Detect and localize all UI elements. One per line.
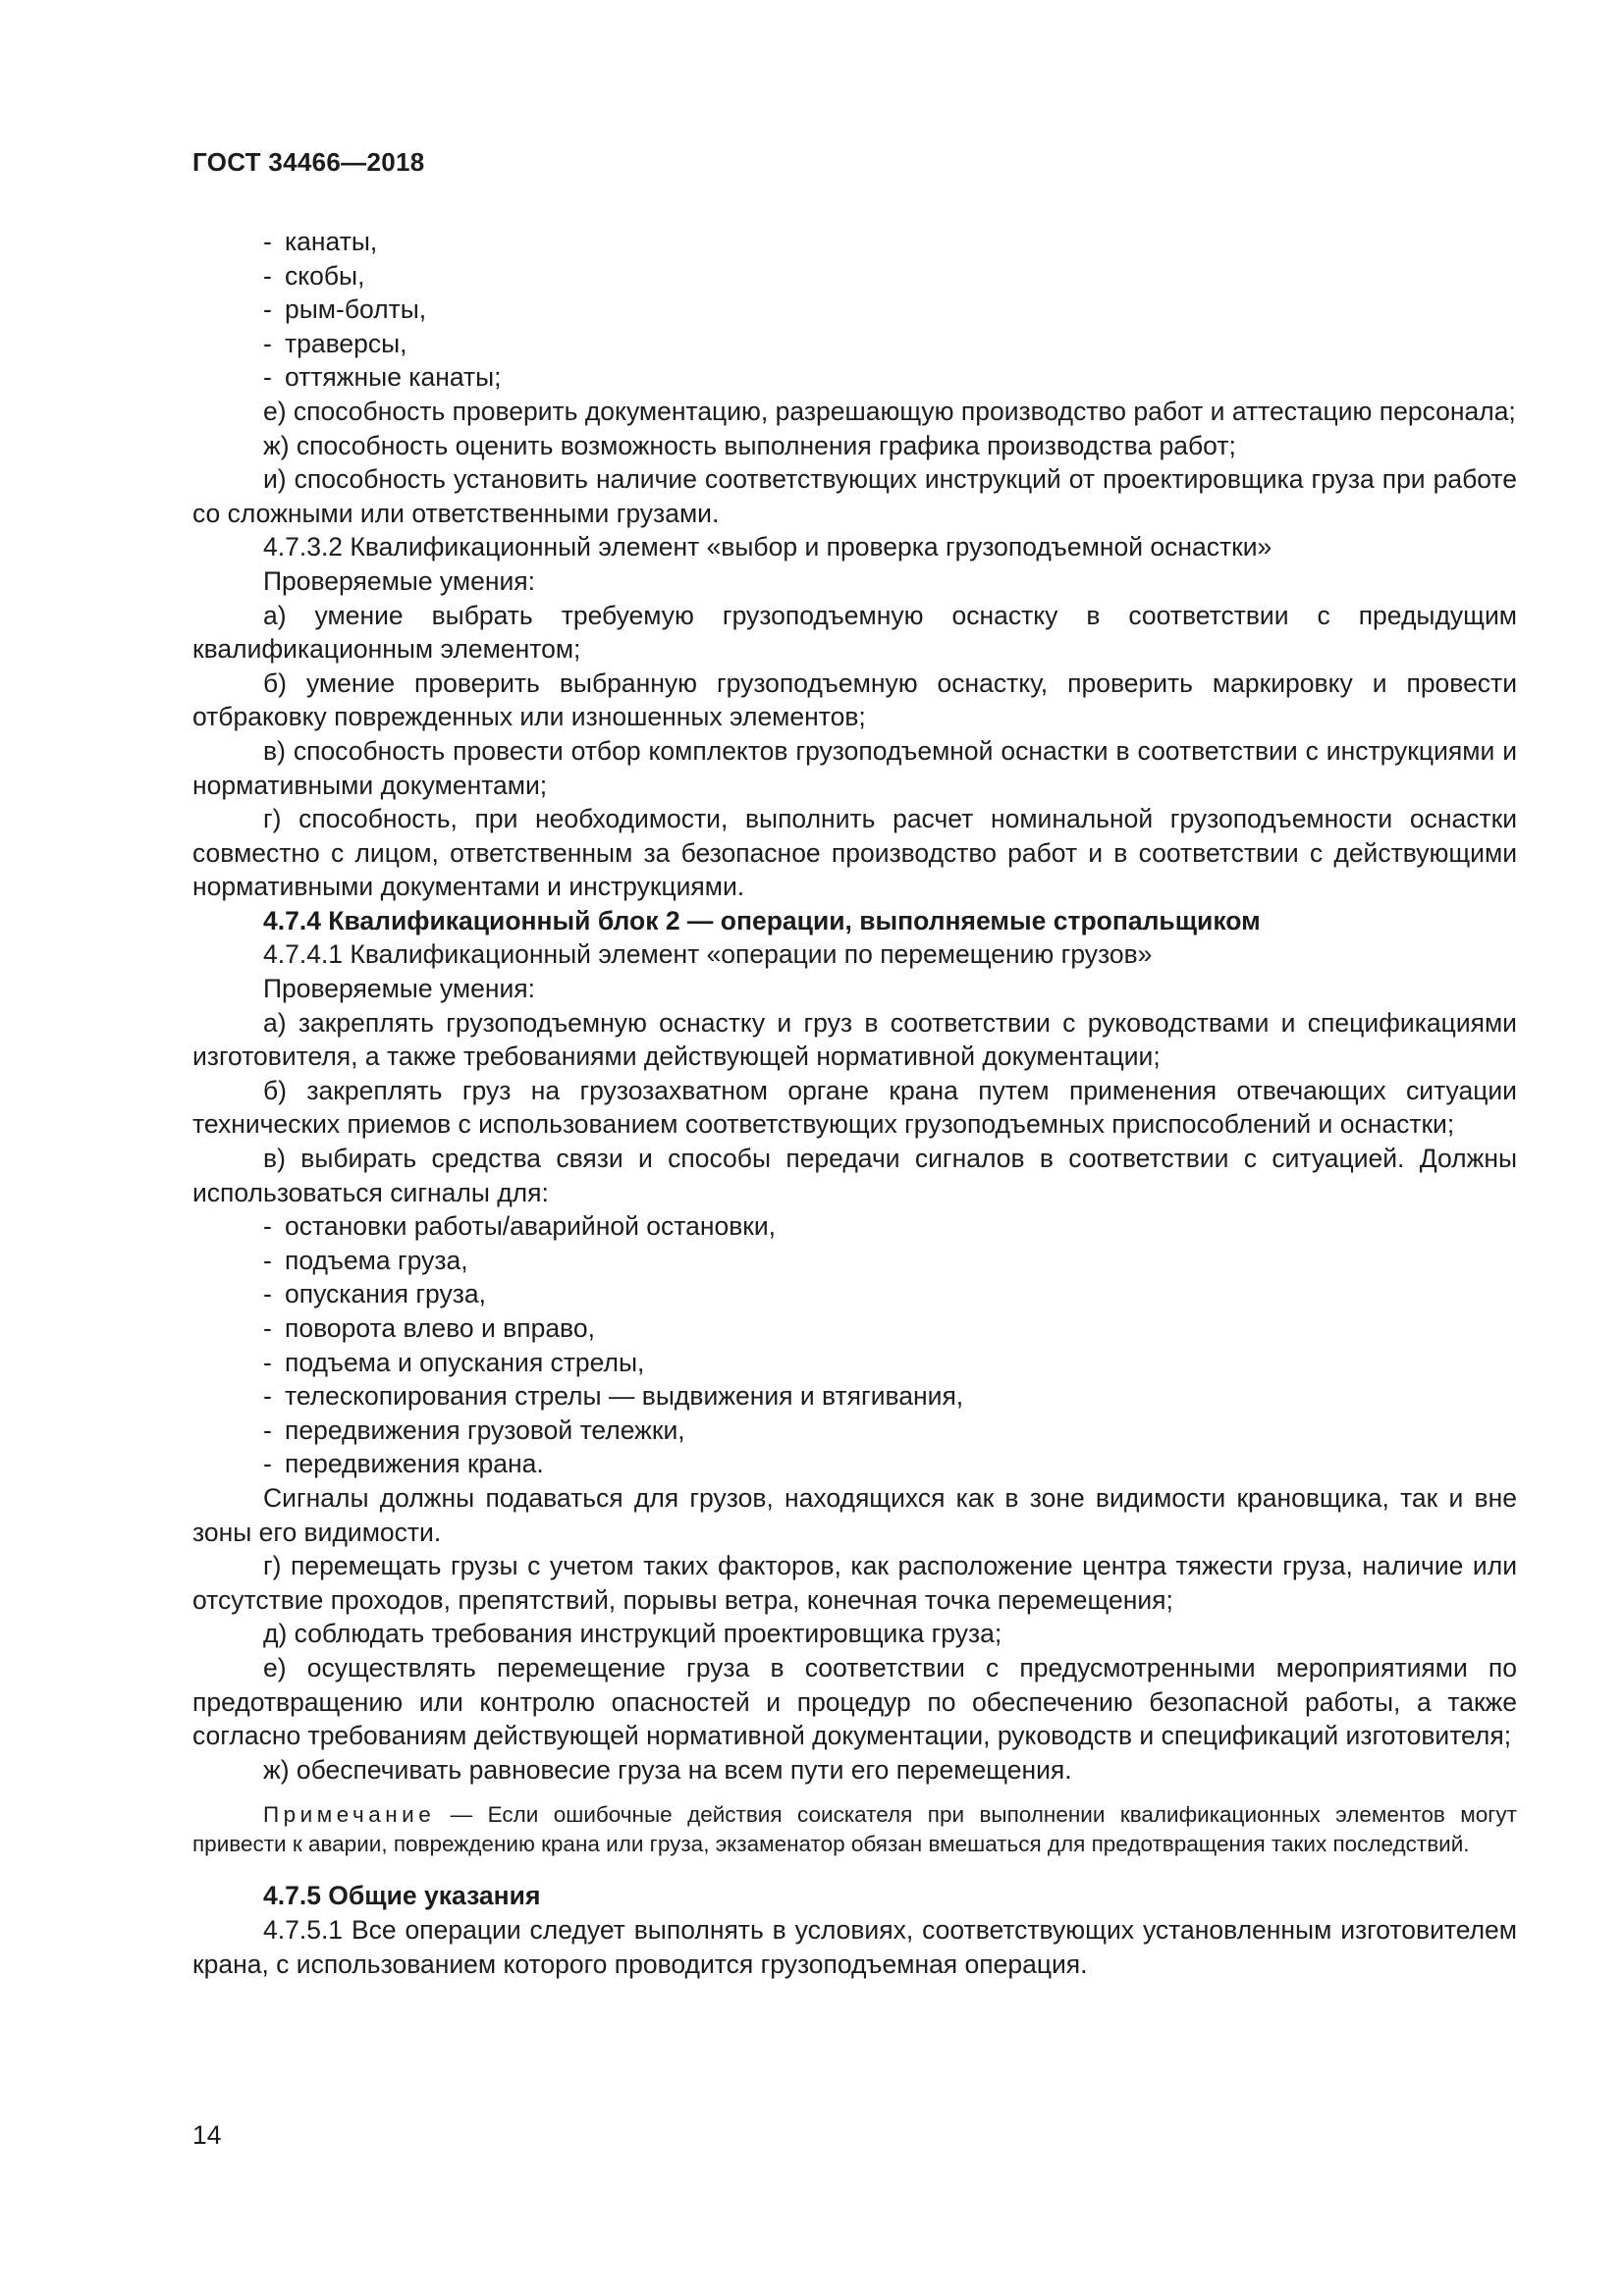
section-heading-4-7-4: 4.7.4 Квалификационный блок 2 — операции, выполняемые стропальщиком (263, 905, 1261, 935)
paragraph-zh: ж) обеспечивать равновесие груза на всем пути его перемещения. (263, 1754, 1072, 1785)
paragraph-zh: ж) способность оценить возможность выполнения графика производства работ; (263, 430, 1236, 460)
clause-4-7-3-2: 4.7.3.2 Квалификационный элемент «выбор и проверка грузоподъемной оснастки» (263, 532, 1272, 562)
section-heading-4-7-5: 4.7.5 Общие указания (263, 1881, 541, 1911)
document-body (192, 225, 1517, 1981)
signals-paragraph: Сигналы должны подаваться для грузов, находящихся как в зоне видимости крановщика, так и вне зоны его видимости. (192, 1482, 1517, 1547)
signal-list-item: - передвижения крана. (263, 1449, 544, 1479)
signal-list-item: - передвижения грузовой тележки, (263, 1415, 685, 1445)
list-item: - скобы, (263, 260, 365, 291)
page-number: 14 (192, 2120, 222, 2150)
clause-4-7-5-1: 4.7.5.1 Все операции следует выполнять в условиях, соответствующих установленным изготовителем крана, с использованием которого проводится грузоподъемная операция. (192, 1914, 1517, 1979)
document-header: ГОСТ 34466—2018 (192, 147, 425, 177)
paragraph-d: д) соблюдать требования инструкций проектировщика груза; (263, 1619, 1002, 1649)
signal-list-item: - остановки работы/аварийной остановки, (263, 1211, 777, 1242)
paragraph-v: в) выбирать средства связи и способы передачи сигналов в соответствии с ситуацией. Должны использоваться сигналы для: (192, 1144, 1517, 1207)
list-item: - канаты, (263, 227, 378, 256)
skills-label: Проверяемые умения: (263, 565, 535, 596)
signal-list-item: - опускания груза, (263, 1279, 486, 1309)
skills-label: Проверяемые умения: (263, 974, 535, 1004)
signal-list-item: - подъема и опускания стрелы, (263, 1347, 645, 1377)
list-item: - оттяжные канаты; (263, 362, 502, 393)
signal-list-item: - подъема груза, (263, 1245, 468, 1275)
list-item: - рым-болты, (263, 294, 427, 325)
paragraph-v: в) способность провести отбор комплектов грузоподъемной оснастки в соответствии с инструкциями и нормативными документами; (192, 735, 1517, 800)
paragraph-a: а) умение выбрать требуемую грузоподъемную оснастку в соответствии с предыдущим квалификационным элементом; (192, 600, 1517, 665)
list-item: - траверсы, (263, 328, 407, 358)
paragraph-b: б) умение проверить выбранную грузоподъемную оснастку, проверить маркировку и провести отбраковку поврежденных или изношенных элементов; (192, 667, 1517, 732)
note (192, 1800, 1517, 1859)
paragraph-a: а) закреплять грузоподъемную оснастку и груз в соответствии с руководствами и спецификациями изготовителя, а также требованиями действующей нормативной документации; (192, 1007, 1517, 1072)
signal-list-item: - поворота влево и вправо, (263, 1313, 595, 1343)
paragraph-g: г) способность, при необходимости, выполнить расчет номинальной грузоподъемности оснастки совместно с лицом, ответственным за безопасное производство работ и в соответствии с действующими нормативными документами и инструкциями. (192, 804, 1517, 902)
note-text: — Если ошибочные действия соискателя при выполнении квалификационных элементов могут привести к аварии, повреждению крана или груза, экзаменатор обязан вмешаться для предотвращения таких последствий. (192, 1802, 1517, 1857)
paragraph-e: е) осуществлять перемещение груза в соответствии с предусмотренными мероприятиями по предотвращению или контролю опасностей и процедур по обеспечению безопасной работы, а также согласно требованиям действующей нормативной документации, руководств и спецификаций изготовителя; (192, 1652, 1517, 1751)
paragraph-b: б) закреплять груз на грузозахватном органе крана путем применения отвечающих ситуации технических приемов с использованием соответствующих грузоподъемных приспособлений и оснастки; (192, 1075, 1517, 1140)
clause-4-7-4-1: 4.7.4.1 Квалификационный элемент «операции по перемещению грузов» (263, 939, 1153, 970)
paragraph-g: г) перемещать грузы с учетом таких факторов, как расположение центра тяжести груза, наличие или отсутствие проходов, препятствий, порывы ветра, конечная точка перемещения; (192, 1551, 1517, 1615)
paragraph-i: и) способность установить наличие соответствующих инструкций от проектировщика груза при работе со сложными или ответственными грузами. (192, 464, 1517, 528)
signal-list-item: - телескопирования стрелы — выдвижения и втягивания, (263, 1381, 964, 1412)
note-label: Примечание (263, 1802, 436, 1828)
paragraph-e: е) способность проверить документацию, разрешающую производство работ и аттестацию персонала; (263, 396, 1516, 426)
